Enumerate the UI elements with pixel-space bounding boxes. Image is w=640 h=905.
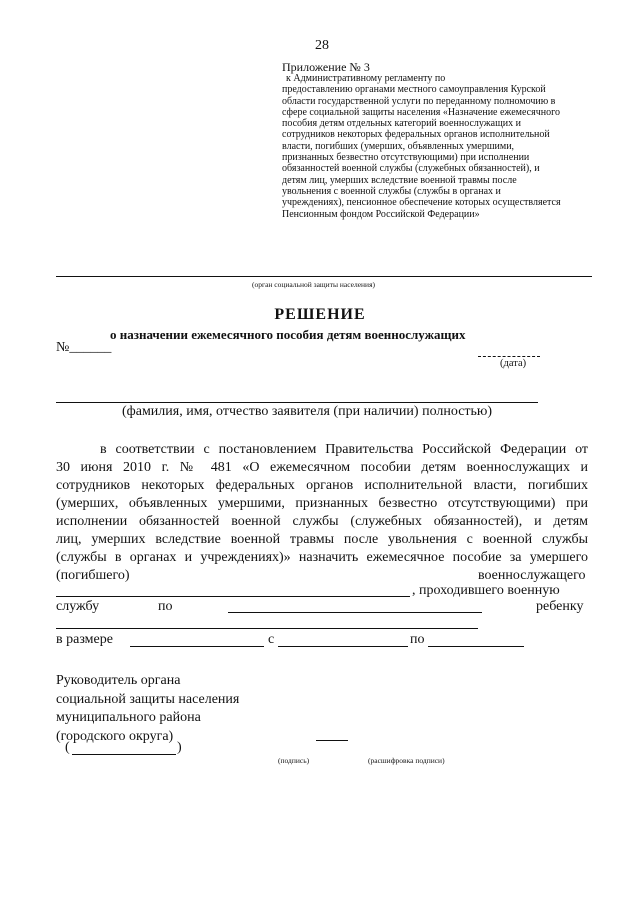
body-po2: по	[410, 632, 425, 647]
decode-label: (расшифровка подписи)	[368, 756, 445, 765]
appendix-line: учреждениях), пенсионное обеспечение которых осуществляется	[282, 197, 561, 209]
body-rebenku: ребенку	[536, 599, 584, 614]
body-voennosluzh: военнослужащего	[478, 568, 586, 583]
appendix-line: пособия детям отдельных категорий военнослужащих и	[282, 118, 521, 130]
signature-line: Руководитель органа	[56, 673, 181, 688]
appendix-line: области государственной услуги по переданному полномочию в	[282, 95, 556, 107]
fio-line	[56, 402, 538, 403]
organ-line	[56, 276, 592, 277]
signature-line-short	[316, 740, 348, 741]
child-name-line	[56, 628, 478, 629]
appendix-line: детям лиц, умерших вследствие военной травмы после	[282, 174, 517, 186]
amount-line	[130, 646, 264, 647]
appendix-line: сотрудников некоторых федеральных органов исполнительной	[282, 129, 550, 141]
body-line: лиц, умерших вследствие военной травмы после увольнения с военной службы	[56, 532, 588, 547]
fio-label: (фамилия, имя, отчество заявителя (при наличии) полностью)	[122, 404, 493, 419]
appendix-line: сфере социальной защиты населения «Назначение ежемесячного	[282, 106, 560, 118]
page-number: 28	[315, 38, 329, 53]
organ-label: (орган социальной защиты населения)	[252, 280, 376, 289]
start-date-line	[278, 646, 408, 647]
serviceman-name-line	[56, 596, 410, 597]
body-line: (службы в органах и учреждениях)» назначить ежемесячное пособие за умершего	[56, 550, 588, 565]
appendix-title: Приложение № 3	[282, 60, 370, 74]
signature-block	[56, 672, 239, 746]
appendix-line: власти, погибших (умерших, объявленных умершими,	[282, 140, 515, 152]
body-s: с	[268, 632, 275, 647]
appendix-line: признанных безвестно отсутствующими) при исполнении	[282, 152, 530, 164]
body-line: сотрудников некоторых федеральных органов исполнительной власти, погибших	[56, 478, 588, 493]
appendix-line: обязанностей военной службы (служебных обязанностей), и	[282, 163, 540, 175]
body-line: исполнении обязанностей военной службы (служебных обязанностей), и детям	[56, 514, 588, 529]
document-subtitle: о назначении ежемесячного пособия детям военнослужащих	[110, 327, 466, 342]
service-place-line	[228, 612, 482, 613]
body-line: (умерших, объявленных умершими, признанных безвестно отсутствующими) при	[56, 496, 588, 511]
signature-line: муниципального района	[56, 710, 201, 725]
body-sluzhbu: службу	[56, 599, 100, 614]
seal-paren-open: (	[65, 740, 70, 755]
appendix-line: к Административному регламенту по	[286, 73, 446, 84]
document-title: РЕШЕНИЕ	[274, 306, 366, 323]
appendix-line: Пенсионным фондом Российской Федерации»	[282, 208, 480, 220]
seal-paren-close: )	[177, 740, 182, 755]
body-pogibshego: (погибшего)	[56, 568, 130, 583]
body-line: 30 июня 2010 г. № 481 «О ежемесячном пособии детям военнослужащих и	[56, 460, 588, 475]
appendix-line: предоставлению органами местного самоуправления Курской	[282, 84, 546, 96]
seal-line	[72, 754, 176, 755]
body-po: по	[158, 599, 173, 614]
date-label: (дата)	[500, 358, 527, 369]
body-prohodivshego: , проходившего военную	[412, 583, 560, 598]
end-date-line	[428, 646, 524, 647]
signature-line: социальной защиты населения	[56, 691, 240, 707]
sign-label: (подпись)	[278, 756, 310, 765]
body-v-razmere: в размере	[56, 632, 113, 647]
date-line	[478, 356, 540, 357]
appendix-text	[282, 73, 592, 220]
signature-line: (городского округа)	[56, 728, 174, 744]
body-line: в соответствии с постановлением Правительства Российской Федерации от	[100, 442, 588, 457]
appendix-line: увольнения с военной службы (службы в органах и	[282, 185, 501, 197]
decision-number: №______	[56, 340, 112, 355]
